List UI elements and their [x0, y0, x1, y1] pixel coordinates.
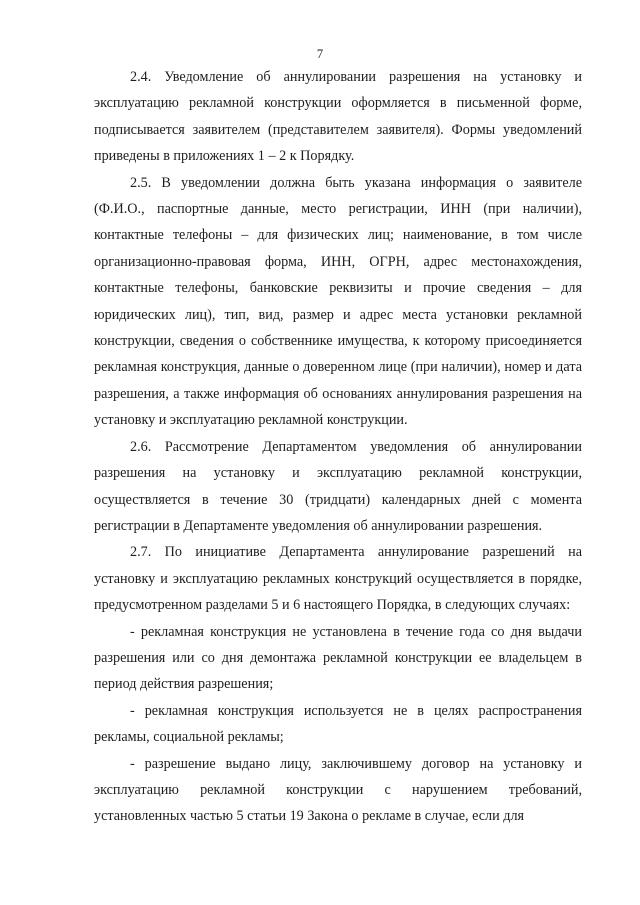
list-item-contract-violation: - разрешение выдано лицу, заключившему договор на установку и эксплуатацию рекламной конструкции с нарушением требований, установленных частью 5 статьи 19 Закона о рекламе в случае, если для [94, 755, 582, 825]
list-item-not-installed: - рекламная конструкция не установлена в течение года со дня выдачи разрешения или со дня демонтажа рекламной конструкции ее владельцем в период действия разрешения; [94, 623, 582, 693]
list-item-not-advertising-use: - рекламная конструкция используется не в целях распространения рекламы, социальной рекламы; [94, 702, 582, 746]
page-number: 7 [316, 47, 324, 61]
paragraph-2-7: 2.7. По инициативе Департамента аннулирование разрешений на установку и эксплуатацию рекламных конструкций осуществляется в порядке, предусмотренном разделами 5 и 6 настоящего Порядка, в следующих случаях: [94, 544, 582, 614]
paragraph-2-4: 2.4. Уведомление об аннулировании разрешения на установку и эксплуатацию рекламной конструкции оформляется в письменной форме, подписывается заявителем (представителем заявителя). Формы уведомлений приведены в приложениях 1 – 2 к Порядку. [94, 69, 582, 165]
paragraph-2-6: 2.6. Рассмотрение Департаментом уведомления об аннулировании разрешения на установку и эксплуатацию рекламной конструкции, осуществляется в течение 30 (тридцати) календарных дней с момента регистрации в Департаменте уведомления об аннулировании разрешения. [94, 438, 582, 534]
paragraph-2-5: 2.5. В уведомлении должна быть указана информация о заявителе (Ф.И.О., паспортные данные, место регистрации, ИНН (при наличии), контактные телефоны – для физических лиц; наименование, в том числе организационно-правовая форма, ИНН, ОГРН, адрес местонахождения, контактные телефоны, банковские реквизиты и прочие сведения – для юридических лиц), тип, вид, размер и адрес места установки рекламной конструкции, сведения о собственнике имущества, к которому присоединяется рекламная конструкция, данные о доверенном лице (при наличии), номер и дата разрешения, а также информация об основаниях аннулирования разрешения на установку и эксплуатацию рекламной конструкции. [94, 174, 582, 429]
document-body [94, 64, 582, 830]
